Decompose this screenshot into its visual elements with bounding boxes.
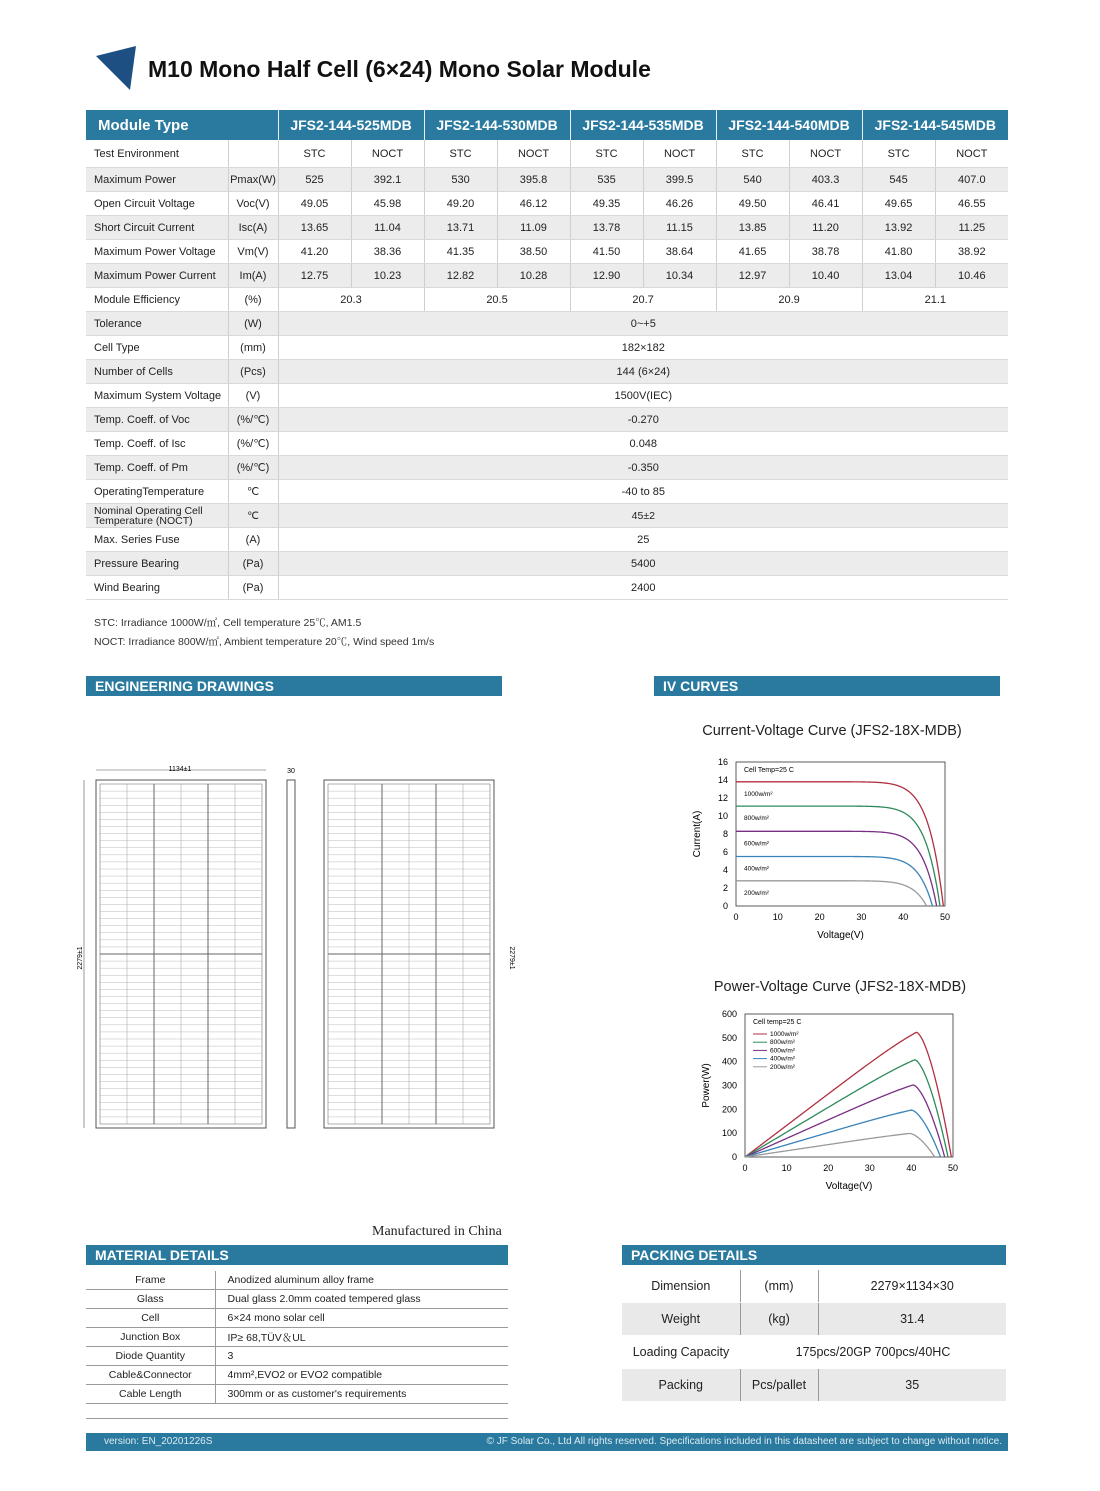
stc-label: STC: [862, 140, 935, 168]
row-label: Pressure Bearing: [86, 552, 228, 576]
noct-label: NOCT: [643, 140, 716, 168]
y-tick-label: 6: [722, 847, 728, 857]
stc-label: STC: [278, 140, 351, 168]
row-label: OperatingTemperature: [86, 480, 228, 504]
x-tick-label: 10: [772, 912, 783, 922]
efficiency-value: 20.7: [570, 288, 716, 312]
spec-table: [86, 110, 1008, 600]
spec-value: 46.55: [935, 192, 1008, 216]
power-voltage-chart: [690, 1005, 990, 1200]
y-tick-label: 600: [721, 1009, 737, 1019]
material-value: 6×24 mono solar cell: [215, 1309, 508, 1328]
spec-row: [86, 528, 1008, 552]
legend-label: 600w/m²: [770, 1047, 795, 1055]
copyright-text: © JF Solar Co., Ltd All rights reserved. Specifications included in this datasheet are subject to change without notice.: [486, 1436, 1002, 1447]
spec-value: 41.50: [570, 240, 643, 264]
engineering-drawings-heading: ENGINEERING DRAWINGS: [86, 676, 502, 696]
x-tick-label: 30: [864, 1163, 875, 1173]
material-row: [86, 1271, 508, 1290]
spec-value: 5400: [278, 552, 1008, 576]
spec-row: [86, 168, 1008, 192]
x-tick-label: 30: [856, 912, 867, 922]
x-tick-label: 50: [947, 1163, 959, 1173]
spec-row: [86, 360, 1008, 384]
spec-value: -0.350: [278, 456, 1008, 480]
material-key: Glass: [86, 1290, 215, 1309]
y-axis-label: Power(W): [701, 1063, 712, 1108]
spec-value: 13.04: [862, 264, 935, 288]
series-label: 200w/m²: [744, 889, 769, 897]
engineering-drawing: [70, 758, 530, 1138]
page-title: M10 Mono Half Cell (6×24) Mono Solar Module: [148, 56, 651, 82]
row-label: Module Efficiency: [86, 288, 228, 312]
packing-unit: (kg): [740, 1303, 818, 1336]
spec-value: 41.80: [862, 240, 935, 264]
row-unit: (%/℃): [228, 432, 278, 456]
spec-row: [86, 504, 1008, 528]
material-key: Junction Box: [86, 1328, 215, 1347]
row-unit: (%/℃): [228, 456, 278, 480]
spec-value: 10.34: [643, 264, 716, 288]
efficiency-value: 20.9: [716, 288, 862, 312]
row-label: Tolerance: [86, 312, 228, 336]
spec-value: 1500V(IEC): [278, 384, 1008, 408]
y-tick-label: 10: [717, 811, 728, 821]
packing-row: [622, 1303, 1006, 1336]
spec-value: 182×182: [278, 336, 1008, 360]
material-value: Dual glass 2.0mm coated tempered glass: [215, 1290, 508, 1309]
spec-value: 12.75: [278, 264, 351, 288]
spec-row: [86, 552, 1008, 576]
row-unit: [228, 140, 278, 168]
spec-value: 11.09: [497, 216, 570, 240]
packing-unit: Pcs/pallet: [740, 1369, 818, 1402]
current-voltage-chart: [680, 752, 980, 952]
spec-value: 535: [570, 168, 643, 192]
x-tick-label: 40: [906, 1163, 917, 1173]
material-key: Cable&Connector: [86, 1366, 215, 1385]
spec-value: 13.65: [278, 216, 351, 240]
spec-value: 392.1: [351, 168, 424, 192]
spec-value: 49.05: [278, 192, 351, 216]
spec-value: 11.20: [789, 216, 862, 240]
spec-value: 395.8: [497, 168, 570, 192]
spec-value: 13.85: [716, 216, 789, 240]
model-name: JFS2-144-535MDB: [570, 110, 716, 140]
module-type-label: Module Type: [86, 110, 278, 140]
spec-value: 144 (6×24): [278, 360, 1008, 384]
y-tick-label: 2: [722, 883, 728, 893]
version-text: version: EN_20201226S: [104, 1436, 213, 1447]
row-unit: ℃: [228, 480, 278, 504]
y-tick-label: 200: [721, 1104, 737, 1115]
spec-row: [86, 240, 1008, 264]
packing-key: Dimension: [622, 1270, 740, 1303]
material-key: Diode Quantity: [86, 1347, 215, 1366]
packing-value: 35: [818, 1369, 1006, 1402]
legend-label: 200w/m²: [770, 1063, 795, 1071]
test-environment-row: [86, 140, 1008, 168]
series-label: 400w/m²: [744, 865, 769, 873]
row-unit: (V): [228, 384, 278, 408]
efficiency-value: 21.1: [862, 288, 1008, 312]
spec-value: 10.28: [497, 264, 570, 288]
manufactured-note: Manufactured in China: [372, 1224, 502, 1239]
row-label: Max. Series Fuse: [86, 528, 228, 552]
x-tick-label: 40: [898, 912, 909, 922]
material-bottom-rule: [86, 1418, 508, 1419]
material-value: 3: [215, 1347, 508, 1366]
spec-value: 13.71: [424, 216, 497, 240]
y-tick-label: 400: [721, 1056, 737, 1067]
spec-value: 25: [278, 528, 1008, 552]
packing-value: 2279×1134×30: [818, 1270, 1006, 1303]
spec-value: 38.36: [351, 240, 424, 264]
spec-row: [86, 312, 1008, 336]
x-tick-label: 0: [733, 912, 739, 922]
spec-value: 41.20: [278, 240, 351, 264]
side-frame: [287, 780, 295, 1128]
x-tick-label: 10: [781, 1163, 792, 1173]
legend-label: 1000w/m²: [770, 1031, 799, 1038]
plot-area: [736, 762, 945, 906]
spec-value: 403.3: [789, 168, 862, 192]
x-axis-label: Voltage(V): [825, 1181, 873, 1192]
row-label: Maximum Power Current: [86, 264, 228, 288]
packing-row: [622, 1336, 1006, 1369]
spec-value: 49.50: [716, 192, 789, 216]
y-tick-label: 0: [722, 901, 728, 911]
noct-label: NOCT: [935, 140, 1008, 168]
row-unit: Pmax(W): [228, 168, 278, 192]
row-label: Open Circuit Voltage: [86, 192, 228, 216]
stc-label: STC: [570, 140, 643, 168]
row-unit: Voc(V): [228, 192, 278, 216]
spec-value: 12.82: [424, 264, 497, 288]
material-row: [86, 1290, 508, 1309]
y-tick-label: 16: [717, 757, 728, 767]
spec-value: 10.23: [351, 264, 424, 288]
row-unit: Im(A): [228, 264, 278, 288]
y-tick-label: 100: [721, 1128, 737, 1139]
material-key: Frame: [86, 1271, 215, 1290]
row-label: Nominal Operating Cell Temperature (NOCT): [86, 504, 228, 528]
row-unit: (Pcs): [228, 360, 278, 384]
packing-unit: (mm): [740, 1270, 818, 1303]
noct-label: NOCT: [789, 140, 862, 168]
footer-bar: [86, 1433, 1008, 1451]
chart-annotation: Cell Temp=25 C: [744, 767, 794, 774]
spec-value: 13.92: [862, 216, 935, 240]
noct-note: NOCT: Irradiance 800W/㎡, Ambient temperature 20℃, Wind speed 1m/s: [94, 636, 435, 648]
spec-value: 45.98: [351, 192, 424, 216]
material-key: Cable Length: [86, 1385, 215, 1404]
spec-value: 49.20: [424, 192, 497, 216]
y-axis-label: Current(A): [692, 810, 703, 858]
panel-front-view: [96, 780, 266, 1128]
material-key: Cell: [86, 1309, 215, 1328]
row-label: Wind Bearing: [86, 576, 228, 600]
spec-value: 46.41: [789, 192, 862, 216]
packing-key: Packing: [622, 1369, 740, 1402]
material-value: IP≥ 68,TÜV＆UL: [215, 1328, 508, 1347]
row-label: Number of Cells: [86, 360, 228, 384]
spec-row: [86, 408, 1008, 432]
spec-value: -40 to 85: [278, 480, 1008, 504]
x-tick-label: 0: [742, 1163, 748, 1173]
row-label: Maximum Power: [86, 168, 228, 192]
material-table: [86, 1271, 508, 1404]
spec-value: 545: [862, 168, 935, 192]
row-unit: (W): [228, 312, 278, 336]
row-unit: (%): [228, 288, 278, 312]
noct-label: NOCT: [351, 140, 424, 168]
row-unit: (%/℃): [228, 408, 278, 432]
material-row: [86, 1328, 508, 1347]
stc-note: STC: Irradiance 1000W/㎡, Cell temperature 25℃, AM1.5: [94, 617, 362, 629]
y-tick-label: 12: [717, 793, 728, 803]
spec-value: 46.12: [497, 192, 570, 216]
packing-row: [622, 1270, 1006, 1303]
row-unit: (A): [228, 528, 278, 552]
model-name: JFS2-144-530MDB: [424, 110, 570, 140]
row-label: Maximum Power Voltage: [86, 240, 228, 264]
y-tick-label: 0: [731, 1152, 737, 1162]
model-name: JFS2-144-545MDB: [862, 110, 1008, 140]
efficiency-value: 20.3: [278, 288, 424, 312]
height-dimension-left: 2279±1: [77, 946, 84, 970]
packing-details-heading: PACKING DETAILS: [622, 1245, 1006, 1265]
spec-value: -0.270: [278, 408, 1008, 432]
material-row: [86, 1366, 508, 1385]
spec-value: 38.78: [789, 240, 862, 264]
model-name: JFS2-144-525MDB: [278, 110, 424, 140]
packing-row: [622, 1369, 1006, 1402]
spec-value: 2400: [278, 576, 1008, 600]
spec-row: [86, 336, 1008, 360]
legend-label: 400w/m²: [770, 1055, 795, 1063]
packing-value: 175pcs/20GP 700pcs/40HC: [740, 1336, 1006, 1369]
row-unit: (Pa): [228, 576, 278, 600]
iv-curves-heading: IV CURVES: [654, 676, 1000, 696]
spec-row: [86, 480, 1008, 504]
spec-value: 530: [424, 168, 497, 192]
y-tick-label: 4: [722, 865, 728, 875]
row-label: Short Circuit Current: [86, 216, 228, 240]
row-unit: Isc(A): [228, 216, 278, 240]
material-value: Anodized aluminum alloy frame: [215, 1271, 508, 1290]
y-tick-label: 500: [721, 1032, 737, 1043]
spec-row: [86, 432, 1008, 456]
row-label: Temp. Coeff. of Isc: [86, 432, 228, 456]
spec-value: 11.15: [643, 216, 716, 240]
model-name: JFS2-144-540MDB: [716, 110, 862, 140]
iv-chart-title: Current-Voltage Curve (JFS2-18X-MDB): [702, 723, 962, 739]
series-label: 1000w/m²: [744, 790, 773, 798]
spec-row: [86, 576, 1008, 600]
spec-row: [86, 288, 1008, 312]
spec-row: [86, 384, 1008, 408]
material-row: [86, 1347, 508, 1366]
row-label: Test Environment: [86, 140, 228, 168]
spec-value: 12.90: [570, 264, 643, 288]
spec-row: [86, 192, 1008, 216]
x-tick-label: 20: [823, 1163, 834, 1173]
spec-value: 525: [278, 168, 351, 192]
row-label: Maximum System Voltage: [86, 384, 228, 408]
chart-annotation: Cell temp=25 C: [753, 1019, 802, 1026]
spec-value: 49.65: [862, 192, 935, 216]
spec-value: 46.26: [643, 192, 716, 216]
material-value: 4mm²,EVO2 or EVO2 compatible: [215, 1366, 508, 1385]
spec-value: 0~+5: [278, 312, 1008, 336]
spec-value: 399.5: [643, 168, 716, 192]
width-dimension: 1134±1: [168, 766, 192, 773]
spec-value: 13.78: [570, 216, 643, 240]
spec-value: 407.0: [935, 168, 1008, 192]
thickness-dimension: 30: [287, 768, 295, 775]
stc-label: STC: [716, 140, 789, 168]
spec-row: [86, 456, 1008, 480]
material-value: 300mm or as customer's requirements: [215, 1385, 508, 1404]
spec-value: 41.35: [424, 240, 497, 264]
panel-back-view: [324, 780, 494, 1128]
row-unit: Vm(V): [228, 240, 278, 264]
spec-value: 0.048: [278, 432, 1008, 456]
packing-key: Weight: [622, 1303, 740, 1336]
stc-label: STC: [424, 140, 497, 168]
series-label: 600w/m²: [744, 840, 769, 848]
packing-table: [622, 1270, 1006, 1402]
row-label: Temp. Coeff. of Pm: [86, 456, 228, 480]
row-unit: (Pa): [228, 552, 278, 576]
row-unit: (mm): [228, 336, 278, 360]
spec-value: 45±2: [278, 504, 1008, 528]
noct-label: NOCT: [497, 140, 570, 168]
pv-chart-title: Power-Voltage Curve (JFS2-18X-MDB): [713, 979, 967, 995]
row-label: Temp. Coeff. of Voc: [86, 408, 228, 432]
row-label: Cell Type: [86, 336, 228, 360]
spec-value: 540: [716, 168, 789, 192]
spec-value: 11.25: [935, 216, 1008, 240]
spec-value: 38.50: [497, 240, 570, 264]
spec-value: 38.64: [643, 240, 716, 264]
packing-key: Loading Capacity: [622, 1336, 740, 1369]
brand-logo: [96, 46, 140, 92]
height-dimension-right: 2279±1: [508, 946, 515, 970]
y-tick-label: 8: [722, 829, 728, 839]
x-axis-label: Voltage(V): [817, 930, 864, 941]
row-unit: ℃: [228, 504, 278, 528]
y-tick-label: 14: [717, 775, 728, 785]
x-tick-label: 20: [814, 912, 825, 922]
material-details-heading: MATERIAL DETAILS: [86, 1245, 508, 1265]
spec-value: 10.40: [789, 264, 862, 288]
legend-label: 800w/m²: [770, 1039, 795, 1047]
spec-value: 49.35: [570, 192, 643, 216]
spec-row: [86, 216, 1008, 240]
packing-value: 31.4: [818, 1303, 1006, 1336]
efficiency-value: 20.5: [424, 288, 570, 312]
y-tick-label: 300: [721, 1080, 737, 1091]
spec-header-row: [86, 110, 1008, 140]
material-row: [86, 1309, 508, 1328]
spec-row: [86, 264, 1008, 288]
spec-value: 10.46: [935, 264, 1008, 288]
series-label: 800w/m²: [744, 815, 769, 823]
material-row: [86, 1385, 508, 1404]
spec-value: 11.04: [351, 216, 424, 240]
x-tick-label: 50: [939, 912, 951, 922]
spec-value: 38.92: [935, 240, 1008, 264]
spec-value: 41.65: [716, 240, 789, 264]
spec-value: 12.97: [716, 264, 789, 288]
